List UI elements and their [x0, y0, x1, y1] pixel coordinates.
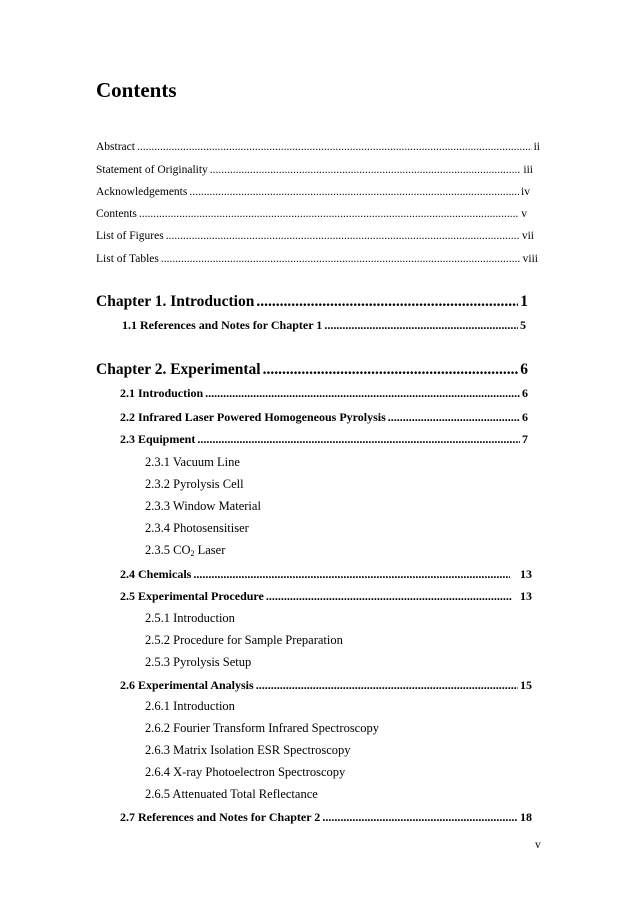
toc-entry-label: Statement of Originality — [96, 164, 208, 176]
toc-section-label: 2.5 Experimental Procedure — [120, 589, 264, 603]
toc-subsection-2-3-4[interactable] — [145, 520, 249, 536]
toc-subsection-label: 2.3.1 Vacuum Line — [145, 455, 240, 469]
toc-entry-contents[interactable] — [96, 206, 527, 222]
toc-subsection-2-6-2[interactable] — [145, 720, 379, 736]
dot-leader — [210, 162, 522, 178]
toc-subsection-2-6-3[interactable] — [145, 742, 351, 758]
toc-section-page: 13 — [520, 567, 532, 581]
dot-leader — [193, 566, 510, 582]
toc-subsection-2-5-1[interactable] — [145, 610, 235, 626]
toc-subsection-label: 2.6.1 Introduction — [145, 699, 235, 713]
toc-subsection-label: 2.6.4 X-ray Photoelectron Spectroscopy — [145, 765, 346, 779]
toc-entry-label: List of Tables — [96, 253, 159, 265]
dot-leader — [322, 809, 518, 825]
toc-section-2-3[interactable] — [120, 431, 528, 447]
contents-title: Contents — [96, 78, 177, 102]
toc-chapter-1[interactable] — [96, 294, 528, 310]
toc-subsection-label: 2.5.2 Procedure for Sample Preparation — [145, 633, 343, 647]
toc-entry-abstract[interactable] — [96, 139, 540, 155]
toc-section-page: 13 — [520, 589, 532, 603]
toc-entry-list-of-tables[interactable] — [96, 251, 538, 267]
toc-subsection-label: 2.3.3 Window Material — [145, 499, 261, 513]
toc-subsection-2-3-3[interactable] — [145, 498, 261, 514]
toc-section-page: 6 — [522, 386, 528, 400]
toc-subsection-label: 2.3.4 Photosensitiser — [145, 521, 249, 535]
toc-entry-list-of-figures[interactable] — [96, 228, 534, 244]
toc-entry-label: Contents — [96, 208, 137, 220]
toc-subsection-label — [145, 542, 225, 562]
toc-entry-label: Acknowledgements — [96, 186, 188, 198]
dot-leader — [137, 139, 532, 155]
toc-section-page: 7 — [522, 432, 528, 446]
dot-leader — [388, 409, 520, 425]
toc-chapter-2[interactable] — [96, 362, 528, 378]
toc-section-2-1[interactable] — [120, 385, 528, 401]
toc-section-page: 5 — [520, 318, 526, 332]
toc-subsection-label: 2.6.5 Attenuated Total Reflectance — [145, 787, 318, 801]
toc-section-label: 2.6 Experimental Analysis — [120, 678, 254, 692]
dot-leader — [266, 588, 512, 604]
dot-leader — [161, 251, 521, 267]
toc-entry-label: List of Figures — [96, 230, 164, 242]
dot-leader — [166, 228, 520, 244]
toc-subsection-2-3-5[interactable] — [145, 542, 225, 562]
toc-entry-page: iii — [523, 164, 533, 176]
toc-section-label: 2.4 Chemicals — [120, 567, 192, 581]
dot-leader — [256, 677, 518, 693]
toc-entry-statement-of-originality[interactable] — [96, 162, 533, 178]
dot-leader — [205, 385, 520, 401]
toc-section-label: 2.2 Infrared Laser Powered Homogeneous Pyrolysis — [120, 410, 386, 424]
toc-subsection-2-5-3[interactable] — [145, 654, 251, 670]
toc-entry-acknowledgements[interactable] — [96, 184, 530, 200]
toc-section-page: 15 — [520, 678, 532, 692]
toc-subsection-2-6-5[interactable] — [145, 786, 318, 802]
toc-entry-page: iv — [521, 186, 530, 198]
toc-section-2-7[interactable] — [120, 809, 532, 825]
toc-subsection-2-3-2[interactable] — [145, 476, 244, 492]
page-number: v — [535, 839, 541, 851]
co2-subscript: 2 — [190, 549, 195, 558]
toc-subsection-label: 2.6.2 Fourier Transform Infrared Spectroscopy — [145, 721, 379, 735]
toc-section-2-2[interactable] — [120, 409, 528, 425]
toc-chapter-label: Chapter 1. Introduction — [96, 293, 255, 310]
toc-entry-label: Abstract — [96, 141, 135, 153]
toc-section-label: 2.3 Equipment — [120, 432, 196, 446]
dot-leader — [189, 184, 519, 200]
toc-section-label: 1.1 References and Notes for Chapter 1 — [122, 318, 323, 332]
dot-leader — [263, 362, 519, 378]
dot-leader — [324, 317, 518, 333]
toc-subsection-2-6-1[interactable] — [145, 698, 235, 714]
toc-entry-page: ii — [533, 141, 540, 153]
dot-leader — [197, 431, 520, 447]
toc-subsection-2-3-1[interactable] — [145, 454, 240, 470]
toc-subsection-label: 2.5.3 Pyrolysis Setup — [145, 655, 252, 669]
dot-leader — [256, 294, 518, 310]
toc-subsection-2-5-2[interactable] — [145, 632, 343, 648]
toc-entry-page: viii — [522, 253, 538, 265]
toc-chapter-label: Chapter 2. Experimental — [96, 361, 261, 378]
toc-chapter-page: 1 — [520, 293, 528, 310]
toc-subsection-label: 2.6.3 Matrix Isolation ESR Spectroscopy — [145, 743, 351, 757]
toc-section-2-5[interactable] — [120, 588, 532, 604]
co2-prefix: 2.3.5 CO — [145, 543, 191, 557]
co2-suffix: Laser — [194, 543, 226, 557]
toc-subsection-2-6-4[interactable] — [145, 764, 345, 780]
toc-chapter-page: 6 — [520, 361, 528, 378]
toc-section-2-4[interactable] — [120, 566, 532, 582]
toc-section-1-1[interactable] — [122, 317, 526, 333]
toc-section-label: 2.1 Introduction — [120, 386, 204, 400]
toc-section-page: 6 — [522, 410, 528, 424]
toc-subsection-label: 2.5.1 Introduction — [145, 611, 235, 625]
toc-section-label: 2.7 References and Notes for Chapter 2 — [120, 810, 321, 824]
toc-subsection-label: 2.3.2 Pyrolysis Cell — [145, 477, 244, 491]
toc-section-2-6[interactable] — [120, 677, 532, 693]
toc-entry-page: v — [521, 208, 527, 220]
toc-section-page: 18 — [520, 810, 532, 824]
dot-leader — [139, 206, 519, 222]
toc-entry-page: vii — [521, 230, 534, 242]
